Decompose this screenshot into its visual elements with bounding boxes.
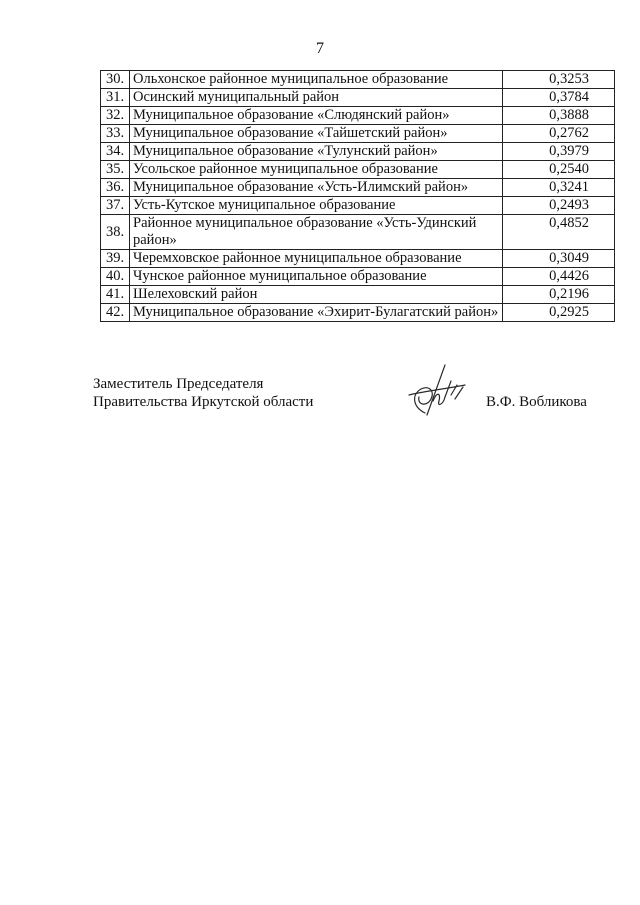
- municipality-name: Ольхонское районное муниципальное образование: [130, 71, 503, 89]
- table-row: [101, 143, 615, 161]
- table-row: [101, 107, 615, 125]
- coefficient-value: 0,3888: [503, 107, 615, 125]
- signatory-title-line1: Заместитель Председателя: [93, 376, 264, 392]
- table-row: [101, 197, 615, 215]
- coefficient-value: 0,3241: [503, 179, 615, 197]
- municipality-name: Муниципальное образование «Слюдянский район»: [130, 107, 503, 125]
- table-row: [101, 286, 615, 304]
- municipality-name: Чунское районное муниципальное образование: [130, 268, 503, 286]
- coefficient-value: 0,2493: [503, 197, 615, 215]
- coefficient-value: 0,2196: [503, 286, 615, 304]
- coefficient-value: 0,3049: [503, 250, 615, 268]
- row-number: 30.: [101, 71, 130, 89]
- handwritten-signature: [405, 355, 475, 423]
- row-number: 37.: [101, 197, 130, 215]
- municipality-table: [100, 70, 615, 322]
- row-number: 33.: [101, 125, 130, 143]
- table-row: [101, 161, 615, 179]
- row-number: 34.: [101, 143, 130, 161]
- municipality-name: Районное муниципальное образование «Усть-Удинский район»: [130, 215, 503, 250]
- coefficient-value: 0,3253: [503, 71, 615, 89]
- row-number: 40.: [101, 268, 130, 286]
- municipality-name: Черемховское районное муниципальное образование: [130, 250, 503, 268]
- municipality-name: Шелеховский район: [130, 286, 503, 304]
- table-row: [101, 71, 615, 89]
- municipality-name: Муниципальное образование «Тайшетский район»: [130, 125, 503, 143]
- row-number: 36.: [101, 179, 130, 197]
- table-row: [101, 250, 615, 268]
- municipality-name: Осинский муниципальный район: [130, 89, 503, 107]
- signatory-name: В.Ф. Вобликова: [486, 394, 587, 410]
- table-row: [101, 268, 615, 286]
- coefficient-value: 0,3784: [503, 89, 615, 107]
- table-row: [101, 89, 615, 107]
- coefficient-value: 0,3979: [503, 143, 615, 161]
- coefficient-value: 0,2925: [503, 304, 615, 322]
- row-number: 32.: [101, 107, 130, 125]
- table-row: [101, 125, 615, 143]
- table-row: [101, 179, 615, 197]
- table-row: [101, 215, 615, 250]
- row-number: 31.: [101, 89, 130, 107]
- coefficient-value: 0,2540: [503, 161, 615, 179]
- table-body: [101, 71, 615, 322]
- municipality-name: Усть-Кутское муниципальное образование: [130, 197, 503, 215]
- signatory-title: [93, 375, 313, 411]
- municipality-name: Усольское районное муниципальное образование: [130, 161, 503, 179]
- signatory-title-line2: Правительства Иркутской области: [93, 394, 314, 410]
- row-number: 42.: [101, 304, 130, 322]
- row-number: 38.: [101, 215, 130, 250]
- municipality-name: Муниципальное образование «Тулунский район»: [130, 143, 503, 161]
- municipality-name: Муниципальное образование «Усть-Илимский район»: [130, 179, 503, 197]
- coefficient-value: 0,4852: [503, 215, 615, 250]
- municipality-name: Муниципальное образование «Эхирит-Булагатский район»: [130, 304, 503, 322]
- row-number: 41.: [101, 286, 130, 304]
- signature-block: [93, 375, 603, 435]
- table-row: [101, 304, 615, 322]
- row-number: 39.: [101, 250, 130, 268]
- page-number: 7: [316, 40, 324, 57]
- coefficient-value: 0,2762: [503, 125, 615, 143]
- coefficient-value: 0,4426: [503, 268, 615, 286]
- row-number: 35.: [101, 161, 130, 179]
